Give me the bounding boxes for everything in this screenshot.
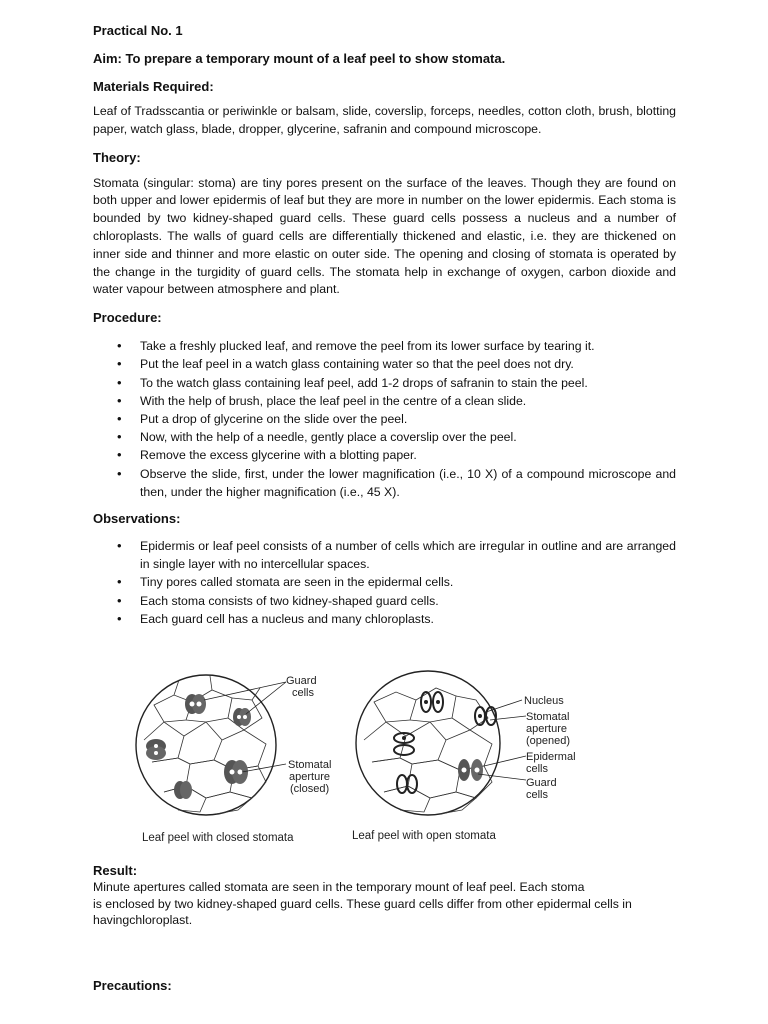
procedure-heading: Procedure:	[93, 310, 162, 326]
open-stomata-caption: Leaf peel with open stomata	[352, 830, 496, 842]
guard-cell-pair	[233, 708, 251, 726]
result-text-line: is enclosed by two kidney-shaped guard cells. These guard cells differ from other epidermal cells in	[93, 896, 632, 911]
procedure-list	[93, 337, 676, 501]
guard-cells-label: cells	[526, 789, 549, 801]
result-heading: Result:	[93, 863, 138, 878]
guard-cell-pair	[146, 739, 166, 760]
aim-heading: Aim: To prepare a temporary mount of a leaf peel to show stomata.	[93, 51, 506, 66]
epidermal-cells-label: cells	[526, 763, 549, 775]
procedure-step: • To the watch glass containing leaf peel, add 1-2 drops of safranin to stain the peel.	[93, 374, 676, 392]
theory-text: Stomata (singular: stoma) are tiny pores present on the surface of the leaves. Though they are found on both upper and lower epidermis of leaf but they are more in number on the lower epidermis. Each stoma is bounded by two kidney-shaped guard cells. These guard cells possess a nucleus and a number of chloroplasts. The walls of guard cells are differentially thickened and elastic, i.e. they are thickened on inner side and thinner and more elastic on outer side. The opening and closing of stomata is operated by the change in the turgidity of guard cells. The stomata help in exchange of oxygen, carbon dioxide and water vapour between atmosphere and plant.	[93, 175, 676, 297]
stomatal-aperture-label: Stomatal	[288, 759, 332, 771]
observation-item: • Tiny pores called stomata are seen in the epidermal cells.	[93, 573, 676, 591]
theory-heading: Theory:	[93, 149, 141, 165]
stomatal-aperture-label: aperture	[526, 723, 567, 735]
nucleus-label: Nucleus	[524, 695, 564, 707]
guard-cell-pair	[458, 759, 483, 781]
procedure-step: • Take a freshly plucked leaf, and remove the peel from its lower surface by tearing it.	[93, 337, 676, 355]
stomata-figure	[134, 660, 594, 850]
closed-stomata-caption: Leaf peel with closed stomata	[142, 832, 294, 844]
stomatal-aperture-label: (closed)	[290, 783, 330, 795]
materials-text: Leaf of Tradsscantia or periwinkle or balsam, slide, coverslip, forceps, needles, cotton cloth, brush, blotting paper, watch glass, blade, dropper, glycerine, safranin and compound microscope.	[93, 104, 676, 136]
guard-cells-label: Guard	[286, 675, 317, 687]
observation-item: • Each guard cell has a nucleus and many chloroplasts.	[93, 610, 676, 628]
procedure-step: • Put a drop of glycerine on the slide over the peel.	[93, 410, 676, 428]
stomatal-aperture-label: Stomatal	[526, 711, 570, 723]
guard-cell-pair	[185, 694, 206, 714]
procedure-step: • Now, with the help of a needle, gently place a coverslip over the peel.	[93, 428, 676, 446]
practical-title: Practical No. 1	[93, 23, 183, 38]
guard-cells-label: Guard	[526, 777, 557, 789]
procedure-step: • With the help of brush, place the leaf peel in the centre of a clean slide.	[93, 392, 676, 410]
result-text-line: Minute apertures called stomata are seen in the temporary mount of leaf peel. Each stoma	[93, 880, 585, 894]
result-section	[93, 862, 676, 929]
result-text-line: havingchloroplast.	[93, 913, 193, 928]
procedure-step: • Put the leaf peel in a watch glass containing water so that the peel does not dry.	[93, 355, 676, 373]
stomatal-aperture-label: aperture	[289, 771, 330, 783]
materials-heading: Materials Required:	[93, 79, 214, 94]
document-body	[93, 22, 676, 628]
procedure-step: • Remove the excess glycerine with a blotting paper.	[93, 446, 676, 464]
observation-item: • Epidermis or leaf peel consists of a number of cells which are irregular in outline and are arranged in single layer with no intercellular spaces.	[93, 537, 676, 573]
closed-stomata-diagram	[136, 675, 331, 844]
observations-heading: Observations:	[93, 511, 181, 526]
stomatal-aperture-label: (opened)	[526, 735, 571, 747]
guard-cell-pair	[397, 775, 417, 793]
guard-cell-pair	[394, 733, 414, 755]
procedure-step: • Observe the slide, first, under the lower magnification (i.e., 10 X) of a compound microscope and then, under the higher magnification (i.e., 45 X).	[93, 465, 676, 501]
observations-list	[93, 537, 676, 628]
open-stomata-diagram	[352, 671, 576, 842]
observation-item: • Each stoma consists of two kidney-shaped guard cells.	[93, 592, 676, 610]
guard-cells-label: cells	[292, 687, 315, 699]
epidermal-cells-label: Epidermal	[526, 751, 576, 763]
guard-cell-pair	[224, 760, 248, 784]
precautions-heading: Precautions:	[93, 978, 172, 993]
guard-cell-pair	[174, 781, 192, 799]
